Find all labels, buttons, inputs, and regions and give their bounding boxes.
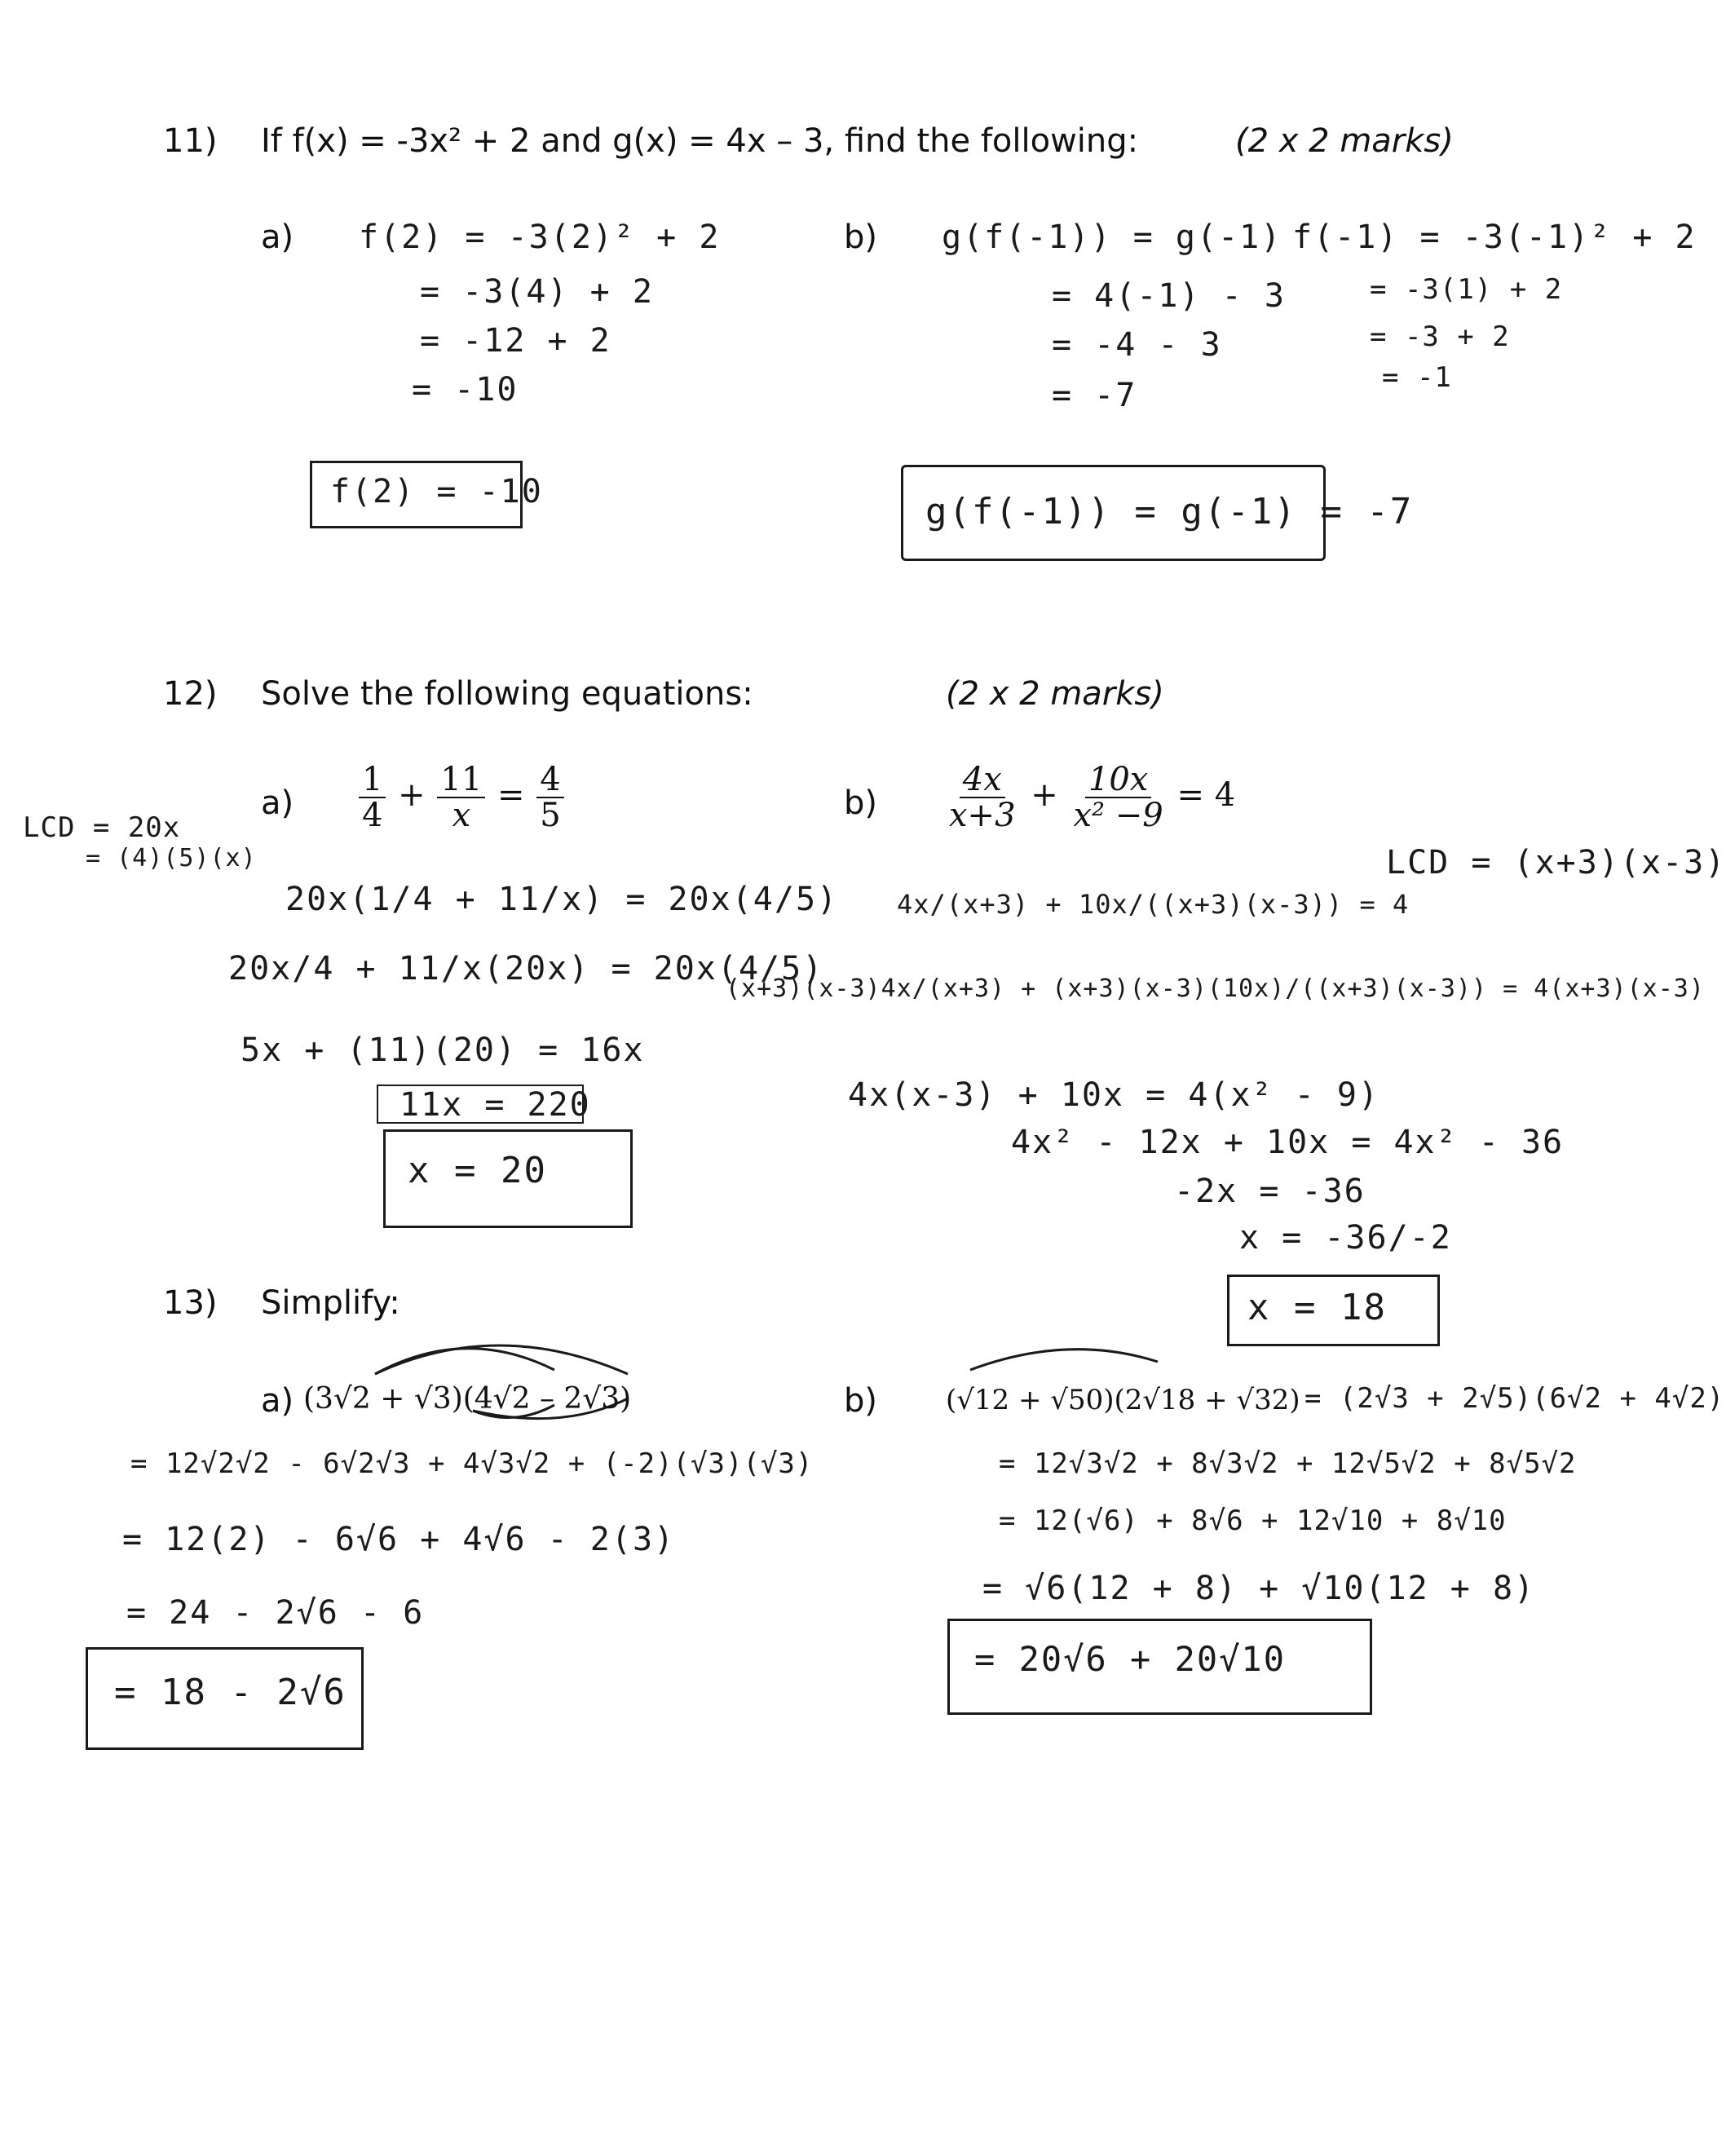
q11b-side-line-1: f(-1) = -3(-1)² + 2	[1292, 219, 1697, 256]
q12a-eq-n2: 11	[437, 762, 485, 798]
q12a-eq-d3: 5	[540, 797, 561, 834]
q11a-line-3: = -12 + 2	[420, 322, 611, 360]
q12-number: 12)	[163, 675, 218, 713]
q13b-line-3: = √6(12 + 8) + √10(12 + 8)	[982, 1570, 1536, 1607]
q11-prompt: If f(x) = -3x² + 2 and g(x) = 4x – 3, find the following:	[261, 122, 1139, 160]
q12a-answer: x = 20	[408, 1150, 547, 1191]
q11b-side-line-4: = -1	[1382, 361, 1452, 394]
q13b-line-2: = 12(√6) + 8√6 + 12√10 + 8√10	[999, 1504, 1507, 1537]
q12b-eq-d1: x+3	[949, 797, 1016, 834]
q11b-line-4: = -7	[1052, 377, 1137, 414]
q12a-lcd-1: LCD = 20x	[23, 811, 181, 844]
q12a-line-1: 20x(1/4 + 11/x) = 20x(4/5)	[285, 881, 839, 918]
q11b-side-line-2: = -3(1) + 2	[1370, 273, 1563, 306]
q11a-line-1: f(2) = -3(2)² + 2	[359, 219, 721, 256]
q11b-line-2: = 4(-1) - 3	[1052, 277, 1286, 315]
q13b-expression-rewrite: = (2√3 + 2√5)(6√2 + 4√2)	[1304, 1382, 1725, 1415]
q13a-line-1: = 12√2√2 - 6√2√3 + 4√3√2 + (-2)(√3)(√3)	[130, 1447, 814, 1480]
q12-marks: (2 x 2 marks)	[946, 675, 1164, 713]
q12a-label: a)	[261, 784, 294, 822]
q11b-line-1: g(f(-1)) = g(-1)	[942, 219, 1282, 256]
q12b-line-2: (x+3)(x-3)4x/(x+3) + (x+3)(x-3)(10x)/((x+3)(x-3)) = 4(x+3)(x-3)	[726, 974, 1705, 1003]
q13a-label: a)	[261, 1382, 294, 1420]
q11b-answer: g(f(-1)) = g(-1) = -7	[925, 491, 1414, 532]
q11b-side-line-3: = -3 + 2	[1370, 320, 1510, 353]
q13b-label: b)	[844, 1382, 877, 1420]
q12b-answer: x = 18	[1247, 1287, 1387, 1328]
q12b-equation: $\frac{4x}{x+3}$ + $\frac{10x}{\text{x² −9}}$ = 4	[946, 762, 1235, 833]
q12a-eq-d1: 4	[362, 797, 383, 834]
q12a-line-2: 20x/4 + 11/x(20x) = 20x(4/5)	[228, 950, 824, 987]
q12b-line-4: 4x² - 12x + 10x = 4x² - 36	[1011, 1124, 1565, 1161]
q13a-line-3: = 24 - 2√6 - 6	[126, 1594, 425, 1632]
q12a-line-4: 11x = 220	[399, 1086, 591, 1124]
q11-number: 11)	[163, 122, 218, 160]
q11a-label: a)	[261, 219, 294, 256]
q12b-eq-d2: x² −9	[1073, 797, 1163, 834]
q12a-lcd-2: = (4)(5)(x)	[86, 844, 257, 873]
q12b-line-6: x = -36/-2	[1239, 1219, 1452, 1257]
q11a-answer: f(2) = -10	[330, 473, 543, 510]
q13-number: 13)	[163, 1284, 218, 1322]
q12a-eq-d2: x	[452, 797, 471, 834]
q12b-line-3: 4x(x-3) + 10x = 4(x² - 9)	[848, 1076, 1380, 1114]
q12-prompt: Solve the following equations:	[261, 675, 753, 713]
q13b-line-1: = 12√3√2 + 8√3√2 + 12√5√2 + 8√5√2	[999, 1447, 1577, 1480]
q11a-line-2: = -3(4) + 2	[420, 273, 654, 311]
q12b-label: b)	[844, 784, 877, 822]
q13b-distribution-arrow	[962, 1337, 1174, 1378]
q12b-eq-rhs: = 4	[1176, 776, 1236, 814]
q11b-line-3: = -4 - 3	[1052, 326, 1222, 364]
q13a-line-2: = 12(2) - 6√6 + 4√6 - 2(3)	[122, 1521, 676, 1558]
q13b-expression: (√12 + √50)(2√18 + √32)	[946, 1384, 1300, 1416]
q11-marks: (2 x 2 marks)	[1235, 122, 1454, 160]
q12a-equation: $\frac{1}{4}$ + $\frac{11}{x}$ = $\frac{4}{5}$	[359, 762, 564, 833]
q13b-answer: = 20√6 + 20√10	[974, 1639, 1287, 1679]
q12a-eq-n1: 1	[359, 762, 386, 798]
q12b-eq-n2: 10x	[1085, 762, 1151, 798]
q13-prompt: Simplify:	[261, 1284, 400, 1322]
q12a-eq-n3: 4	[536, 762, 563, 798]
q12b-line-5: -2x = -36	[1174, 1173, 1366, 1210]
q12b-lcd: LCD = (x+3)(x-3)	[1386, 844, 1726, 881]
q11a-line-4: = -10	[412, 371, 519, 409]
q13a-expression: (3√2 + √3)(4√2 – 2√3)	[303, 1382, 632, 1416]
q11b-label: b)	[844, 219, 877, 256]
q13a-answer: = 18 - 2√6	[114, 1672, 347, 1713]
q12b-line-1: 4x/(x+3) + 10x/((x+3)(x-3)) = 4	[897, 889, 1410, 920]
q12b-eq-n1: 4x	[960, 762, 1005, 798]
q12a-line-3: 5x + (11)(20) = 16x	[241, 1032, 645, 1069]
